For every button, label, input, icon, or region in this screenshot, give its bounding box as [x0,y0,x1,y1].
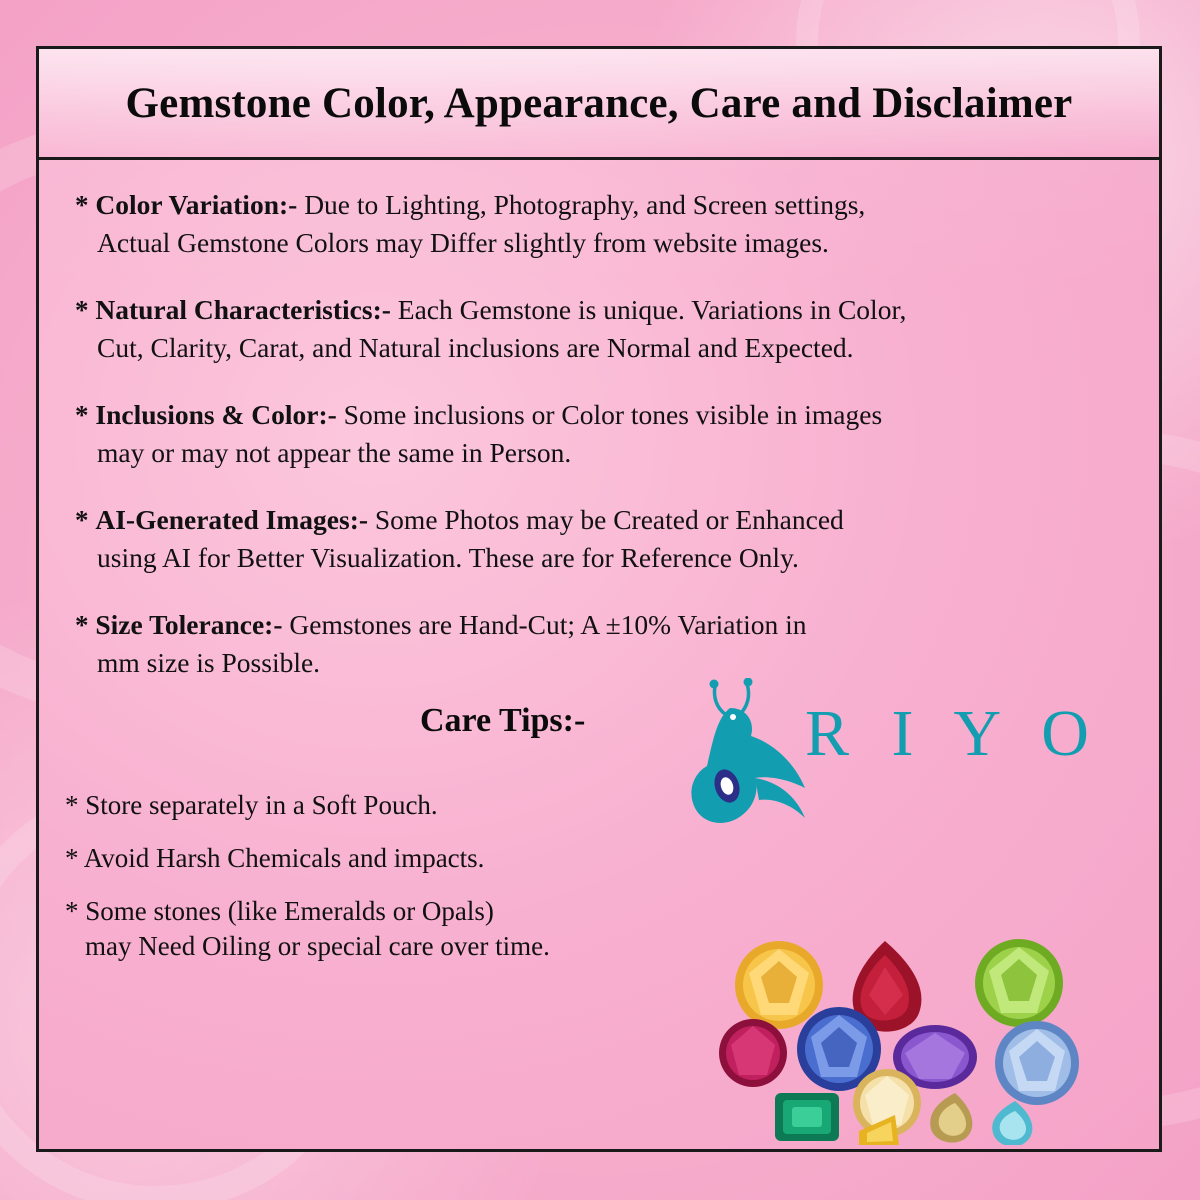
bullet-heading: Color Variation:- [95,189,298,220]
care-item [65,788,765,823]
care-item [65,841,765,876]
care-text: Avoid Harsh Chemicals and impacts. [83,842,485,873]
card-header [39,49,1159,160]
gem-peridot-round [975,939,1063,1027]
bullet-heading: AI-Generated Images:- [95,504,369,536]
gem-aquamarine-pear [992,1101,1032,1145]
disclaimer-card [36,46,1162,1152]
care-marker: * [65,842,79,873]
bullet-heading: Size Tolerance:- [95,609,283,641]
care-tips-label: Care Tips:- [420,701,586,739]
bullet-size-tolerance [65,606,1133,681]
bullet-continuation: may or may not appear the same in Person. [97,436,572,468]
bullet-marker: * [75,505,89,536]
bullet-text: Due to Lighting, Photography, and Screen settings, [297,189,866,220]
bullet-color-variation [65,186,1133,261]
care-marker: * [65,789,79,820]
bullet-heading: Inclusions & Color:- [95,399,337,431]
care-text: Some stones (like Emeralds or Opals) [85,895,494,926]
care-list [65,788,765,964]
bullet-marker: * [75,610,89,641]
care-continuation: may Need Oiling or special care over time. [85,930,550,961]
bullet-text: Each Gemstone is unique. Variations in Color, [390,294,907,326]
gem-emerald-cut [775,1093,839,1141]
gemstones-illustration [719,925,1149,1145]
gem-blue-topaz-round [995,1021,1079,1105]
bullet-continuation: mm size is Possible. [97,647,321,679]
care-marker: * [65,895,79,926]
bullet-inclusions-color [65,396,1133,471]
bullet-ai-generated-images [65,501,1133,576]
gem-citrine-round [735,941,823,1029]
card-body [39,160,1159,964]
bullet-natural-characteristics [65,291,1133,366]
brand-name: R I Y O [805,696,1102,770]
bullet-continuation: Cut, Clarity, Carat, and Natural inclusions are Normal and Expected. [97,331,854,363]
bullet-text: Some inclusions or Color tones visible in images [336,399,883,431]
bullet-text: Gemstones are Hand-Cut; A ±10% Variation in [282,609,807,641]
bullet-continuation: Actual Gemstone Colors may Differ slightly from website images. [97,226,829,258]
bullet-marker: * [75,295,89,326]
bullet-heading: Natural Characteristics:- [95,294,391,326]
bullet-marker: * [75,400,89,431]
bullet-text: Some Photos may be Created or Enhanced [368,504,844,536]
bullet-continuation: using AI for Better Visualization. These are for Reference Only. [97,542,799,574]
care-text: Store separately in a Soft Pouch. [85,789,438,820]
care-tips-row [65,688,1133,784]
page-title: Gemstone Color, Appearance, Care and Disclaimer [125,79,1073,127]
bullet-marker: * [75,190,89,220]
gem-ruby-round [719,1019,787,1087]
care-item [65,894,765,964]
gem-smoky-pear [930,1093,972,1143]
gemstone-cluster-image [719,925,1149,1145]
